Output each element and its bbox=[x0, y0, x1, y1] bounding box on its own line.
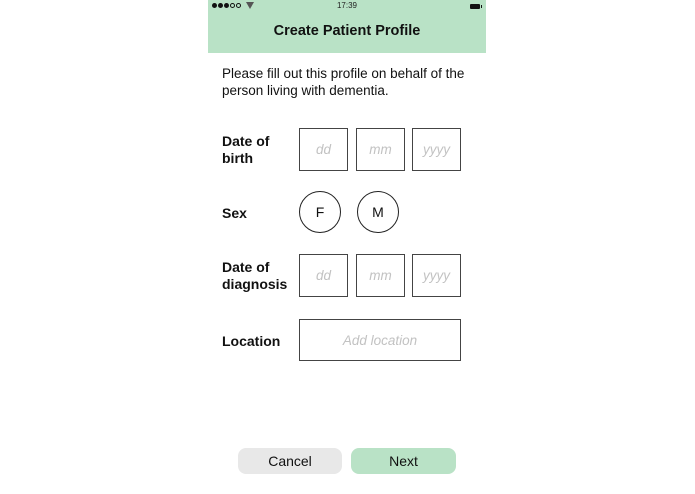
date-of-diagnosis-label-line2: diagnosis bbox=[222, 276, 288, 292]
header-bar bbox=[208, 0, 486, 53]
page-title: Create Patient Profile bbox=[273, 23, 421, 39]
birth-month-input[interactable]: mm bbox=[356, 128, 405, 171]
date-of-birth-label bbox=[222, 133, 269, 167]
birth-year-input[interactable]: yyyy bbox=[412, 128, 461, 171]
sex-option-male[interactable]: M bbox=[357, 191, 399, 233]
diagnosis-year-input[interactable]: yyyy bbox=[412, 254, 461, 297]
sex-label: Sex bbox=[222, 205, 247, 221]
location-input[interactable]: Add location bbox=[299, 319, 461, 361]
date-of-birth-label-line1: Date of bbox=[222, 133, 270, 149]
sex-option-female[interactable]: F bbox=[299, 191, 341, 233]
date-of-birth-label-line2: birth bbox=[222, 150, 254, 166]
location-label: Location bbox=[222, 333, 281, 349]
status-bar bbox=[208, 0, 486, 13]
status-time: 17:39 bbox=[336, 1, 358, 10]
diagnosis-month-input[interactable]: mm bbox=[356, 254, 405, 297]
intro-text: Please fill out this profile on behalf of the person living with dementia. bbox=[222, 66, 465, 98]
birth-day-input[interactable]: dd bbox=[299, 128, 348, 171]
date-of-diagnosis-label-line1: Date of bbox=[222, 259, 270, 275]
phone-screen bbox=[208, 0, 486, 494]
next-button[interactable]: Next bbox=[351, 448, 456, 474]
cancel-button[interactable]: Cancel bbox=[238, 448, 342, 474]
date-of-diagnosis-label bbox=[222, 259, 287, 293]
battery-icon bbox=[470, 4, 480, 9]
diagnosis-day-input[interactable]: dd bbox=[299, 254, 348, 297]
